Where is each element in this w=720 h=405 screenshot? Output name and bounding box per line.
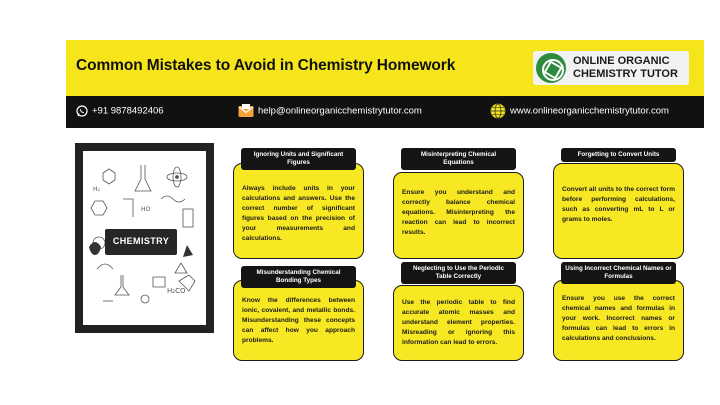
- website-contact[interactable]: [490, 103, 669, 119]
- svg-text:H₂: H₂: [93, 186, 100, 193]
- card-body: Use the periodic table to find accurate atomic masses and understand element properties. Misreading or ignoring this information can lead to errors.: [402, 299, 515, 346]
- card-body: Always include units in your calculations and answers. Use the correct number of significant figures based on the precision of your measurements and calculations.: [242, 185, 355, 242]
- poster-title-box: [105, 229, 177, 255]
- card-body: Convert all units to the correct form before performing calculations, such as converting mL to L or grams to moles.: [562, 186, 675, 223]
- card-label: Ignoring Units and Significant Figures: [241, 148, 356, 170]
- brand-logo[interactable]: [533, 51, 689, 85]
- hexagon-logo-icon: [536, 53, 566, 83]
- brand-line-2: CHEMISTRY TUTOR: [573, 68, 678, 80]
- website-url: www.onlineorganicchemistrytutor.com: [510, 105, 669, 117]
- mistake-card-periodic-table: [393, 285, 524, 361]
- card-label: Misinterpreting Chemical Equations: [401, 148, 516, 170]
- card-label: Misunderstanding Chemical Bonding Types: [241, 266, 356, 288]
- mistake-card-names-formulas: [553, 280, 684, 361]
- phone-number: +91 9878492406: [92, 105, 164, 117]
- mistake-card-convert-units: [553, 163, 684, 259]
- page-title: Common Mistakes to Avoid in Chemistry Homework: [76, 57, 456, 74]
- email-contact[interactable]: [238, 104, 422, 118]
- brand-name: [573, 55, 678, 81]
- mistake-card-bonding: [233, 280, 364, 361]
- card-label: Neglecting to Use the Periodic Table Correctly: [401, 262, 516, 284]
- card-label: Forgetting to Convert Units: [561, 148, 676, 162]
- mistake-card-units-sigfigs: [233, 163, 364, 259]
- brand-line-1: ONLINE ORGANIC: [573, 55, 670, 67]
- svg-text:HO: HO: [141, 206, 151, 213]
- globe-icon: [490, 103, 506, 119]
- mistake-card-equations: [393, 172, 524, 259]
- card-label: Using Incorrect Chemical Names or Formulas: [561, 262, 676, 284]
- poster-title: CHEMISTRY: [112, 236, 170, 246]
- email-address: help@onlineorganicchemistrytutor.com: [258, 105, 422, 117]
- chemistry-poster-image: [75, 143, 214, 333]
- phone-contact[interactable]: [76, 105, 164, 117]
- card-body: Ensure you use the correct chemical names and formulas in your work. Incorrect names or formulas can lead to errors in calculations and conclusions.: [562, 295, 675, 342]
- contact-bar: [66, 96, 704, 128]
- card-body: Know the differences between ionic, covalent, and metallic bonds. Misunderstanding these concepts can affect how you approach problems.: [242, 297, 355, 344]
- poster-canvas: [83, 151, 206, 325]
- svg-text:H₂CO: H₂CO: [167, 287, 186, 295]
- card-body: Ensure you understand and correctly balance chemical equations. Misinterpreting the reaction can lead to incorrect results.: [402, 189, 515, 236]
- mail-icon: [238, 104, 254, 118]
- whatsapp-icon: [76, 105, 88, 117]
